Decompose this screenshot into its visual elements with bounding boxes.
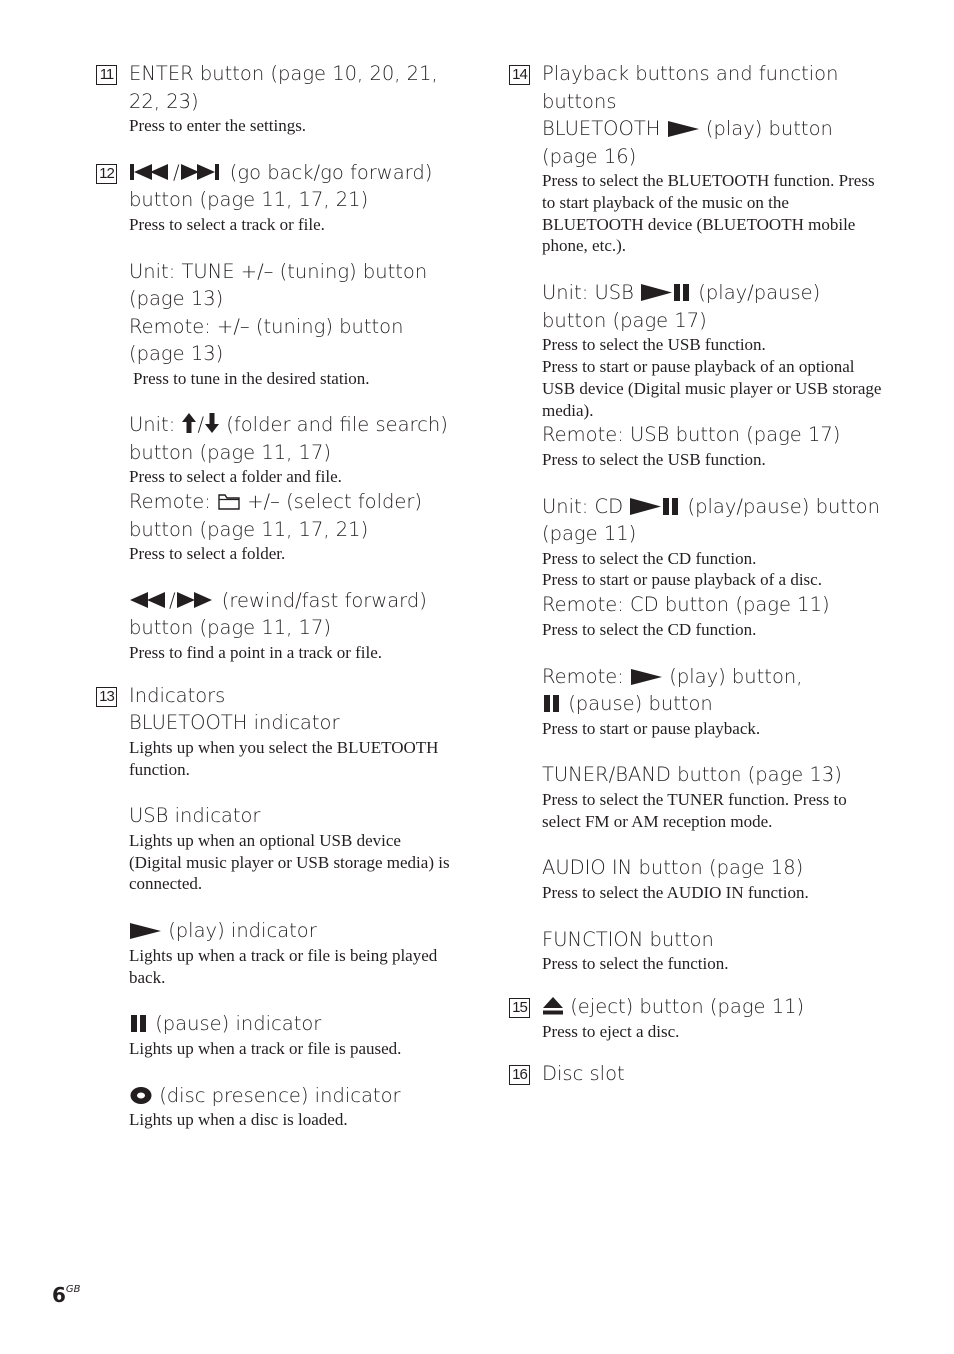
remote-usb-desc: Press to select the USB function. [542, 449, 766, 469]
remote-tune-heading: Remote: +/– (tuning) button (page 13) [129, 314, 404, 366]
enter-button-desc: Press to enter the settings. [129, 116, 307, 135]
down-arrow-icon [205, 413, 219, 433]
item-11 [96, 60, 456, 137]
cd-button-label: (play/pause) button (page 11) [542, 494, 880, 546]
up-arrow-icon [182, 413, 196, 433]
rewind-desc: Press to find a point in a track or file. [129, 642, 383, 662]
play-pause-icon [641, 284, 691, 301]
bluetooth-indicator-desc: Lights up when you select the BLUETOOTH function. [129, 737, 439, 779]
usb-button-desc-1: Press to select the USB function. [542, 335, 766, 355]
remote-play-desc: Press to start or pause playback. [542, 718, 761, 738]
eject-icon [543, 997, 563, 1015]
bluetooth-button-desc: Press to select the BLUETOOTH function. Press to start playback of the music on the BLUETOOTH device (BLUETOOTH mobile phone, etc.). [542, 171, 875, 256]
unit-folder-heading: Unit: / (folder and file search) button (page 11, 17) [129, 413, 448, 464]
audio-in-desc: Press to select the AUDIO IN function. [542, 882, 809, 902]
remote-folder-prefix: Remote: [129, 490, 218, 514]
play-icon [130, 923, 161, 939]
bluetooth-button-prefix: BLUETOOTH [542, 117, 667, 140]
play-pause-icon [630, 498, 680, 515]
item-number-16: 16 [509, 1065, 530, 1085]
disc-indicator-label: (disc presence) indicator [153, 1083, 401, 1107]
cd-button-desc-1: Press to select the CD function. [542, 548, 757, 568]
eject-button-label: (eject) button (page 11) [564, 995, 805, 1019]
page-locale: GB [65, 1284, 81, 1295]
unit-tune-heading: Unit: TUNE +/– (tuning) button (page 13) [129, 259, 428, 311]
pause-indicator-label: (pause) indicator [149, 1012, 322, 1036]
tune-desc: Press to tune in the desired station. [133, 368, 370, 388]
item-15 [509, 993, 884, 1042]
pause-indicator-heading [129, 1010, 456, 1038]
remote-folder-desc: Press to select a folder. [129, 544, 286, 564]
item-13 [96, 682, 456, 1131]
rewind-icon [130, 591, 168, 609]
next-track-icon [181, 163, 223, 181]
page-number [52, 1283, 81, 1307]
left-column [96, 60, 456, 1131]
play-indicator-desc: Lights up when a track or file is being played back. [129, 945, 438, 987]
remote-play-prefix: Remote: [542, 664, 631, 688]
usb-indicator-heading: USB indicator [129, 804, 261, 828]
fast-forward-icon [177, 591, 215, 609]
remote-pause-heading [542, 690, 884, 718]
tuner-button-desc: Press to select the TUNER function. Press to select FM or AM reception mode. [542, 789, 847, 831]
item-12 [96, 159, 456, 664]
usb-indicator-desc: Lights up when an optional USB device (Digital music player or USB storage media) is connected. [129, 830, 450, 894]
prev-track-icon [130, 163, 172, 181]
remote-cd-heading: Remote: CD button (page 11) [542, 593, 830, 617]
disc-icon [130, 1087, 152, 1104]
usb-button-heading [542, 279, 884, 334]
item-number-14: 14 [509, 65, 530, 85]
enter-button-heading: ENTER button (page 10, 20, 21, 22, 23) [129, 62, 438, 113]
pause-icon [130, 1015, 148, 1032]
bluetooth-indicator-heading: BLUETOOTH indicator [129, 711, 340, 735]
disc-indicator-heading [129, 1082, 456, 1110]
item-number-15: 15 [509, 998, 530, 1018]
prev-next-label: (go back/go forward) button (page 11, 17, 21) [129, 160, 433, 212]
usb-button-prefix: Unit: USB [542, 281, 641, 305]
page-number-value: 6 [52, 1283, 66, 1307]
remote-pause-label: (pause) button [562, 692, 713, 716]
remote-usb-heading: Remote: USB button (page 17) [542, 423, 841, 447]
usb-button-label: (play/pause) button (page 17) [542, 281, 821, 332]
item-number-13: 13 [96, 687, 117, 707]
item-number-11: 11 [96, 65, 117, 85]
play-icon [668, 121, 699, 137]
item-number-12: 12 [96, 164, 117, 184]
disc-slot-heading: Disc slot [542, 1062, 625, 1086]
right-column [509, 60, 884, 1088]
usb-button-desc-2: Press to start or pause playback of an optional USB device (Digital music player or USB storage media). [542, 356, 882, 420]
unit-folder-label: (folder and file search) button (page 11, 17) [129, 413, 448, 464]
cd-button-prefix: Unit: CD [542, 494, 630, 518]
rewind-label: (rewind/fast forward) button (page 11, 17) [129, 588, 427, 640]
item-14 [509, 60, 884, 975]
bluetooth-button-label: (play) button (page 16) [542, 117, 833, 168]
cd-button-desc-2: Press to start or pause playback of a disc. [542, 570, 822, 590]
remote-cd-desc: Press to select the CD function. [542, 619, 757, 639]
prev-next-heading: / (go back/go forward) button (page 11, 17, 21) [129, 160, 433, 212]
remote-play-label: (play) button, [663, 664, 803, 688]
play-indicator-heading [129, 917, 456, 945]
playback-buttons-heading: Playback buttons and function buttons [542, 62, 839, 113]
rewind-heading: / (rewind/fast forward) button (page 11, 17) [129, 588, 427, 640]
eject-button-heading [542, 993, 884, 1021]
cd-button-heading [542, 493, 884, 548]
unit-folder-prefix: Unit: [129, 413, 182, 437]
remote-play-heading [542, 663, 884, 691]
play-icon [631, 669, 662, 685]
item-16 [509, 1060, 884, 1088]
indicators-heading: Indicators [129, 683, 226, 707]
play-indicator-label: (play) indicator [162, 919, 317, 943]
function-button-heading: FUNCTION button [542, 927, 714, 951]
pause-icon [543, 695, 561, 712]
prev-next-desc: Press to select a track or file. [129, 214, 325, 234]
unit-folder-desc: Press to select a folder and file. [129, 467, 342, 487]
function-button-desc: Press to select the function. [542, 954, 729, 974]
folder-icon [218, 493, 240, 510]
audio-in-heading: AUDIO IN button (page 18) [542, 856, 804, 880]
disc-indicator-desc: Lights up when a disc is loaded. [129, 1110, 348, 1130]
remote-folder-label: +/– (select folder) button (page 11, 17, 21) [129, 490, 423, 541]
eject-button-desc: Press to eject a disc. [542, 1021, 680, 1041]
remote-folder-heading [129, 488, 456, 543]
tuner-button-heading: TUNER/BAND button (page 13) [542, 763, 842, 787]
pause-indicator-desc: Lights up when a track or file is paused. [129, 1038, 402, 1058]
bluetooth-button-heading [542, 115, 884, 170]
